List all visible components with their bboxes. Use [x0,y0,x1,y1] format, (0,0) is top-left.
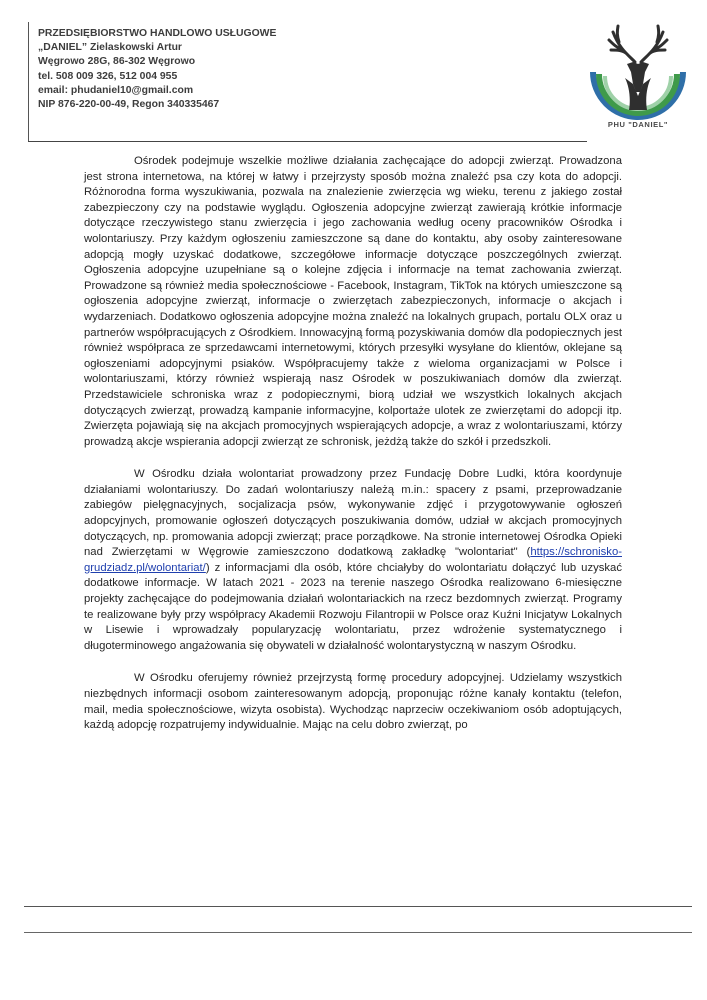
volunteering-text-end: ) z informacjami dla osób, które chciałyby do wolontariatu dołączyć lub uzyskać dodatkowe informacje. W latach 2021 - 2023 na terenie naszego Ośrodka realizowano 6-miesięczne projekty zachęcające do podejmowania działań wolontariackich na rzecz bezdomnych zwierząt. Programy te realizowane były przy współpracy Akademii Rozwoju Filantropii w Polsce oraz Kuźni Inicjatyw Lokalnych w Lisewie i wprowadzały popularyzację wolontariatu, przez wdrożenie systematycznego i długoterminowego angażowania się obywateli w działalność wolontarystyczną w naszym Ośrodku. [84,561,622,652]
company-address: Węgrowo 28G, 86-302 Węgrowo [38,56,196,68]
logo-antler-left [609,26,635,62]
paragraph-adoption-procedure: W Ośrodku oferujemy również przejrzystą formę procedury adopcyjnej. Udzielamy wszystkich niezbędnych informacji osobom zainteresowanym adopcją, proponując różne kanały kontaktu (telefon, mail, media społecznościowe, wizyta osobista). Wychodząc naprzeciw oczekiwaniom osób adoptujących, każdą adopcję rozpatrujemy indywidualnie. Mając na celu dobro zwierząt, po [84,672,622,732]
deer-logo-icon [583,20,693,120]
company-phone: tel. 508 009 326, 512 004 955 [38,70,178,82]
logo-antler-right [641,26,667,62]
letterhead-divider [28,141,587,142]
company-name: PRZEDSIĘBIORSTWO HANDLOWO USŁUGOWE [38,28,277,39]
company-registry: NIP 876-220-00-49, Regon 340335467 [38,99,220,111]
logo-caption: PHU "DANIEL" [607,120,669,129]
company-info [38,27,398,112]
footer-divider-top [24,906,692,907]
document-body [84,154,622,734]
volunteering-text-start: W Ośrodku działa wolontariat prowadzony przez Fundację Dobre Ludki, która koordynuje działaniami wolontariuszy. Do zadań wolontariuszy należą m.in.: spacery z psami, przeprowadzanie zabiegów pielęgnacyjnych, socjalizacja psów, wykonywanie zdjęć i przygotowywanie ogłoszeń adopcyjnych, promowanie ogłoszeń dotyczących poszukiwania domów, udział w akcjach promocyjnych dotyczących, np. promowania adopcji zwierząt; prace porządkowe. Na stronie internetowej Ośrodka Opieki nad Zwierzętami w Węgrowie zamieszczono dodatkową zakładkę "wolontariat" ( [84,468,622,559]
volunteering-link[interactable]: https://schronisko-grudziadz.pl/wolontariat/ [84,546,622,574]
company-owner: „DANIEL” Zielaskowski Artur [38,42,182,54]
company-logo [583,20,693,132]
paragraph-volunteering [84,467,622,654]
paragraph-adoption-actions: Ośrodek podejmuje wszelkie możliwe działania zachęcające do adopcji zwierząt. Prowadzona jest strona internetowa, na której w łatwy i przejrzysty sposób można znaleźć psa czy kota do adopcji. Różnorodna forma wyszukiwania, pozwala na znalezienie zwierzęcia wg wieku, terenu z jakiego został zabezpieczony czy na podstawie wyglądu. Ogłoszenia adopcyjne zwierząt zawierają krótkie informacje dotyczące rzeczywistego stanu zwierzęcia i jego zachowania według oceny pracowników Ośrodka i wolontariuszy. Przy każdym ogłoszeniu zamieszczone są dane do kontaktu, aby osoby zainteresowane adopcją mogły uzyskać dodatkowe, szczegółowe informacje dotyczące poszczególnych zwierząt. Ogłoszenia adopcyjne uzupełniane są o kolejne zdjęcia i informacje na temat zachowania zwierząt. Prowadzone są również media społecznościowe - Facebook, Instagram, TikTok na których umieszczone są ogłoszenia adopcyjne zwierząt, informacje o zwierzętach zabezpieczonych, informacje o akcjach i wydarzeniach. Dodatkowo ogłoszenia adopcyjne można znaleźć na lokalnych grupach, portalu OLX oraz u partnerów współpracujących z Ośrodkiem. Innowacyjną formą pozyskiwania domów dla podopiecznych jest również współpraca ze sprzedawcami internetowymi, których przesyłki wysyłane do klientów, oklejane są ogłoszeniami adopcyjnymi psiaków. Współpracujemy także z wieloma organizacjami w Polsce i wolontariuszami, którzy również wspierają nasz Ośrodek w poszukiwaniach domów dla zwierząt. Przedstawiciele schroniska wraz z podopiecznymi, biorą udział we wszystkich lokalnych akcjach dotyczących zwierząt, prowadzą kampanie informacyjne, kolportaże ulotek ze zwierzętami do adopcji itp. Zwierzęta pojawiają się na akcjach promocyjnych wspierających adopcje, a wraz z wolontariuszami, którzy prowadzą akcje wspierania adopcji zwierząt ze schronisk, jeżdżą także do szkół i przedszkoli. [84,155,622,448]
footer-divider-bottom [24,932,692,933]
letterhead-left-border [28,22,29,142]
company-email: email: phudaniel10@gmail.com [38,84,194,96]
letterhead [0,0,707,150]
